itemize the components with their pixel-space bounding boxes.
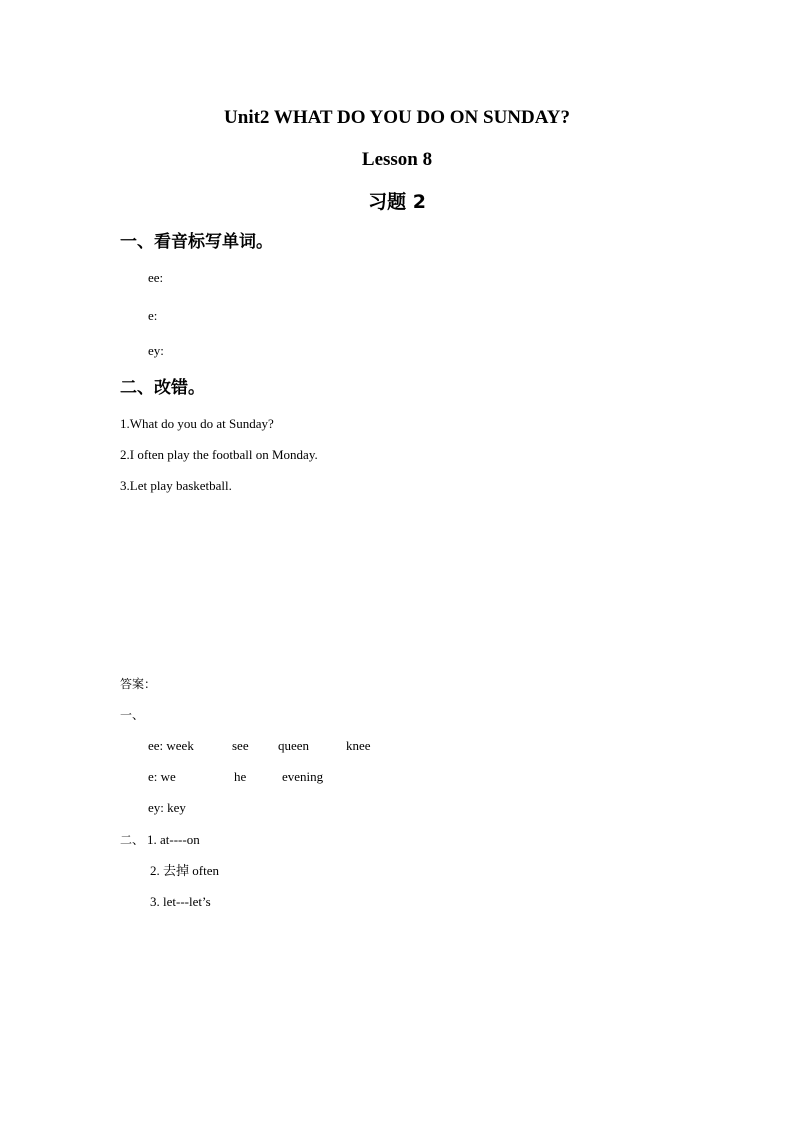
answers-label: 答案： [120,677,157,691]
correction-item-3: 3.Let play basketball. [120,478,232,493]
answers-part1-label: 一、 [120,708,145,722]
lesson-title: Lesson 8 [361,149,433,170]
unit-title: Unit2 WHAT DO YOU DO ON SUNDAY? [224,107,570,128]
section1-heading: 一、看音标写单词。 [120,232,273,252]
answer-row-ey [0,800,794,816]
exercise-title: 习题 2 [368,191,426,213]
section2-heading: 二、改错。 [120,378,205,398]
answer-correction-3: 3. let---let’s [150,894,211,909]
answer-word: evening [282,769,324,784]
answer-word: ee: week [148,738,194,753]
answer-word: queen [278,738,310,753]
correction-item-2: 2.I often play the football on Monday. [120,447,318,462]
answer-word: he [234,769,247,784]
answer-row-ee [0,738,794,754]
answer-row-e [0,769,794,785]
answer-word: knee [346,738,371,753]
answer-correction-1: 1. at----on [147,832,200,847]
answer-word: see [232,738,249,753]
correction-item-1: 1.What do you do at Sunday? [120,416,274,431]
phonetic-item-ee: ee: [148,270,164,285]
answer-word: e: we [148,769,176,784]
answer-word: ey: key [148,800,186,815]
answer-part2-row-1 [0,832,794,848]
phonetic-item-ey: ey: [148,343,164,358]
answer-correction-2: 2. 去掉 often [150,863,219,878]
phonetic-item-e: e: [148,308,158,323]
answers-part2-label: 二、 [120,833,145,847]
